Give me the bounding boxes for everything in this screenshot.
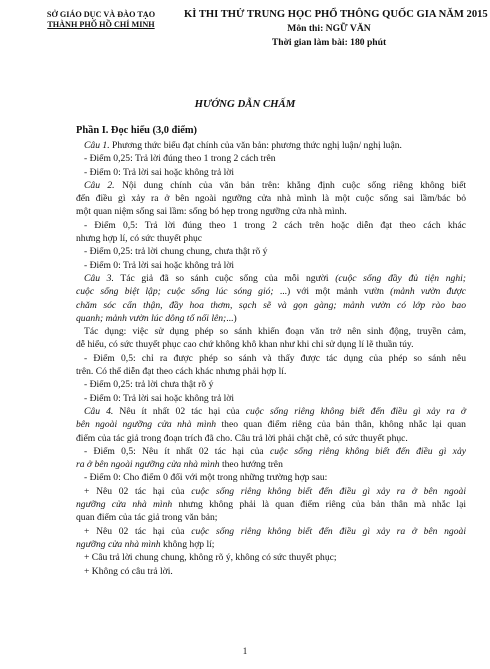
question-text: Nội dung chính của văn bản trên: khẳng định cuộc sống riêng không biết (121, 179, 466, 191)
question-text: Tác giả đã so sánh cuộc sống của mỗi người (120, 272, 329, 284)
score-line: nhưng hợp lí, có sức thuyết phục (76, 233, 203, 245)
criteria-italic: ngưỡng cửa nhà mình (76, 538, 161, 550)
department-name: SỞ GIÁO DỤC VÀ ĐÀO TẠO (46, 10, 156, 19)
body-text: ...) với một mảnh vườn (279, 286, 384, 298)
question-label: Câu 4. (84, 405, 114, 417)
issuing-authority (36, 10, 166, 30)
score-line: - Điểm 0: Trả lời sai hoặc không trả lời (84, 259, 235, 271)
body-line (76, 285, 466, 298)
question-1 (76, 139, 466, 152)
body-line: một quan niệm sống sai lầm: sống bó hẹp trong ngưỡng cửa nhà mình. (76, 206, 347, 218)
score-line: - Điểm 0: Trả lời sai hoặc không trả lời (84, 392, 235, 404)
body-line: điểm của tác giả trong đoạn trích đã cho. Câu trả lời phải chặt chẽ, có sức thuyết phục. (76, 432, 408, 444)
question-text-italic: (cuộc sống đầy đủ tiện nghi; (335, 272, 466, 284)
score-italic: cuộc sống riêng không biết đến điều gì xảy (270, 445, 466, 457)
document-body (76, 124, 466, 578)
criteria-line: quan điểm của tác giả trong văn bản; (76, 512, 218, 524)
body-italic: quanh; mảnh vườn lúc dông tố nổi lên; (76, 312, 227, 324)
score-line: - Điểm 0: Cho điểm 0 đối với một trong những trường hợp sau: (84, 472, 328, 484)
criteria-line (76, 525, 466, 538)
question-text: Nêu ít nhất 02 tác hại của (119, 405, 240, 417)
body-italic: bên ngoài ngưỡng cửa nhà mình (76, 419, 217, 431)
score-italic: ra ở bên ngoài ngưỡng cửa nhà mình (76, 459, 220, 471)
criteria-text: không hợp lí; (163, 538, 215, 550)
question-2 (76, 179, 466, 192)
exam-header (184, 8, 488, 50)
score-line (76, 445, 466, 458)
criteria-text: nhưng không phải là quan điểm riêng của bản thân mà nhắc lại (178, 499, 466, 511)
effect-line: Tác dụng: việc sử dụng phép so sánh khiến đoạn văn trở nên sinh động, truyền cảm, (84, 326, 466, 338)
part-heading: Phần I. Đọc hiểu (3,0 điểm) (76, 125, 197, 136)
body-text: theo quan điểm riêng của bản thân, không nhắc lại quan (221, 419, 466, 431)
question-text: Phương thức biểu đạt chính của văn bản: phương thức nghị luận/ nghị luận. (112, 140, 402, 151)
city-name: THÀNH PHỐ HỒ CHÍ MINH (47, 20, 155, 29)
score-line: - Điểm 0: Trả lời sai hoặc không trả lời (84, 166, 235, 178)
criteria-text: + Nêu 02 tác hại của (84, 485, 185, 497)
guide-title: HƯỚNG DẪN CHẤM (194, 98, 296, 110)
criteria-line (76, 538, 466, 551)
question-3 (76, 272, 466, 285)
exam-title: KÌ THI THỬ TRUNG HỌC PHỔ THÔNG QUỐC GIA NĂM 2015 (184, 9, 488, 20)
criteria-line: + Câu trả lời chung chung, không rõ ý, không có sức thuyết phục; (84, 552, 337, 564)
score-line: trên. Có thể diễn đạt theo cách khác nhưng phải hợp lí. (76, 366, 287, 378)
score-line: - Điểm 0,25: trả lời chung chung, chưa thật rõ ý (84, 246, 268, 258)
question-label: Câu 2. (84, 179, 115, 191)
subject-line: Môn thi: NGỮ VĂN (287, 23, 371, 34)
question-label: Câu 3. (84, 272, 114, 284)
effect-line: dễ hiểu, có sức thuyết phục cao chứ không khô khan như khi chỉ sử dụng lí lẽ thuần túy. (76, 339, 414, 351)
score-line (76, 458, 466, 471)
question-text-italic: cuộc sống riêng không biết đến điều gì xảy ra ở (245, 405, 466, 417)
body-text: ...) (226, 312, 237, 324)
body-line (76, 418, 466, 431)
score-line: - Điểm 0,5: Trả lời đúng theo 1 trong 2 cách trên hoặc diễn đạt theo cách khác (84, 219, 466, 231)
question-label: Câu 1. (84, 140, 110, 151)
question-4 (76, 405, 466, 418)
body-line: đến điều gì xảy ra ở bên ngoài ngưỡng cửa nhà mình là một cuộc sống sai lầm/bác bỏ (76, 193, 466, 205)
time-line: Thời gian làm bài: 180 phút (271, 37, 387, 48)
body-line (76, 312, 466, 325)
criteria-line: + Không có câu trả lời. (84, 565, 173, 577)
criteria-text: + Nêu 02 tác hại của (84, 525, 185, 537)
body-italic: (mảnh vườn được (390, 286, 466, 298)
body-line: chăm sóc cẩn thận, đầy hoa thơm, sạch sẽ và gọn gàng; mảnh vườn có lớp rào bao (76, 299, 466, 311)
score-line: - Điểm 0,5: chỉ ra được phép so sánh và thấy được tác dụng của phép so sánh nêu (84, 352, 466, 364)
page-number: 1 (242, 646, 248, 656)
score-text: - Điểm 0,5: Nêu ít nhất 02 tác hại của (84, 445, 264, 457)
body-italic: cuộc sống biệt lập; cuộc sống lúc sóng gió; (76, 286, 274, 298)
criteria-line (76, 498, 466, 511)
criteria-italic: cuộc sống riêng không biết đến điều gì xảy ra ở bên ngoài (191, 525, 466, 537)
score-text: theo hướng trên (221, 459, 283, 471)
score-line: - Điểm 0,25: Trả lời đúng theo 1 trong 2 cách trên (84, 153, 276, 165)
criteria-line (76, 485, 466, 498)
score-line: - Điểm 0,25: trả lời chưa thật rõ ý (84, 379, 214, 391)
criteria-italic: cuộc sống riêng không biết đến điều gì xảy ra ở bên ngoài (191, 485, 466, 497)
criteria-italic: ngưỡng cửa nhà mình (76, 499, 173, 511)
